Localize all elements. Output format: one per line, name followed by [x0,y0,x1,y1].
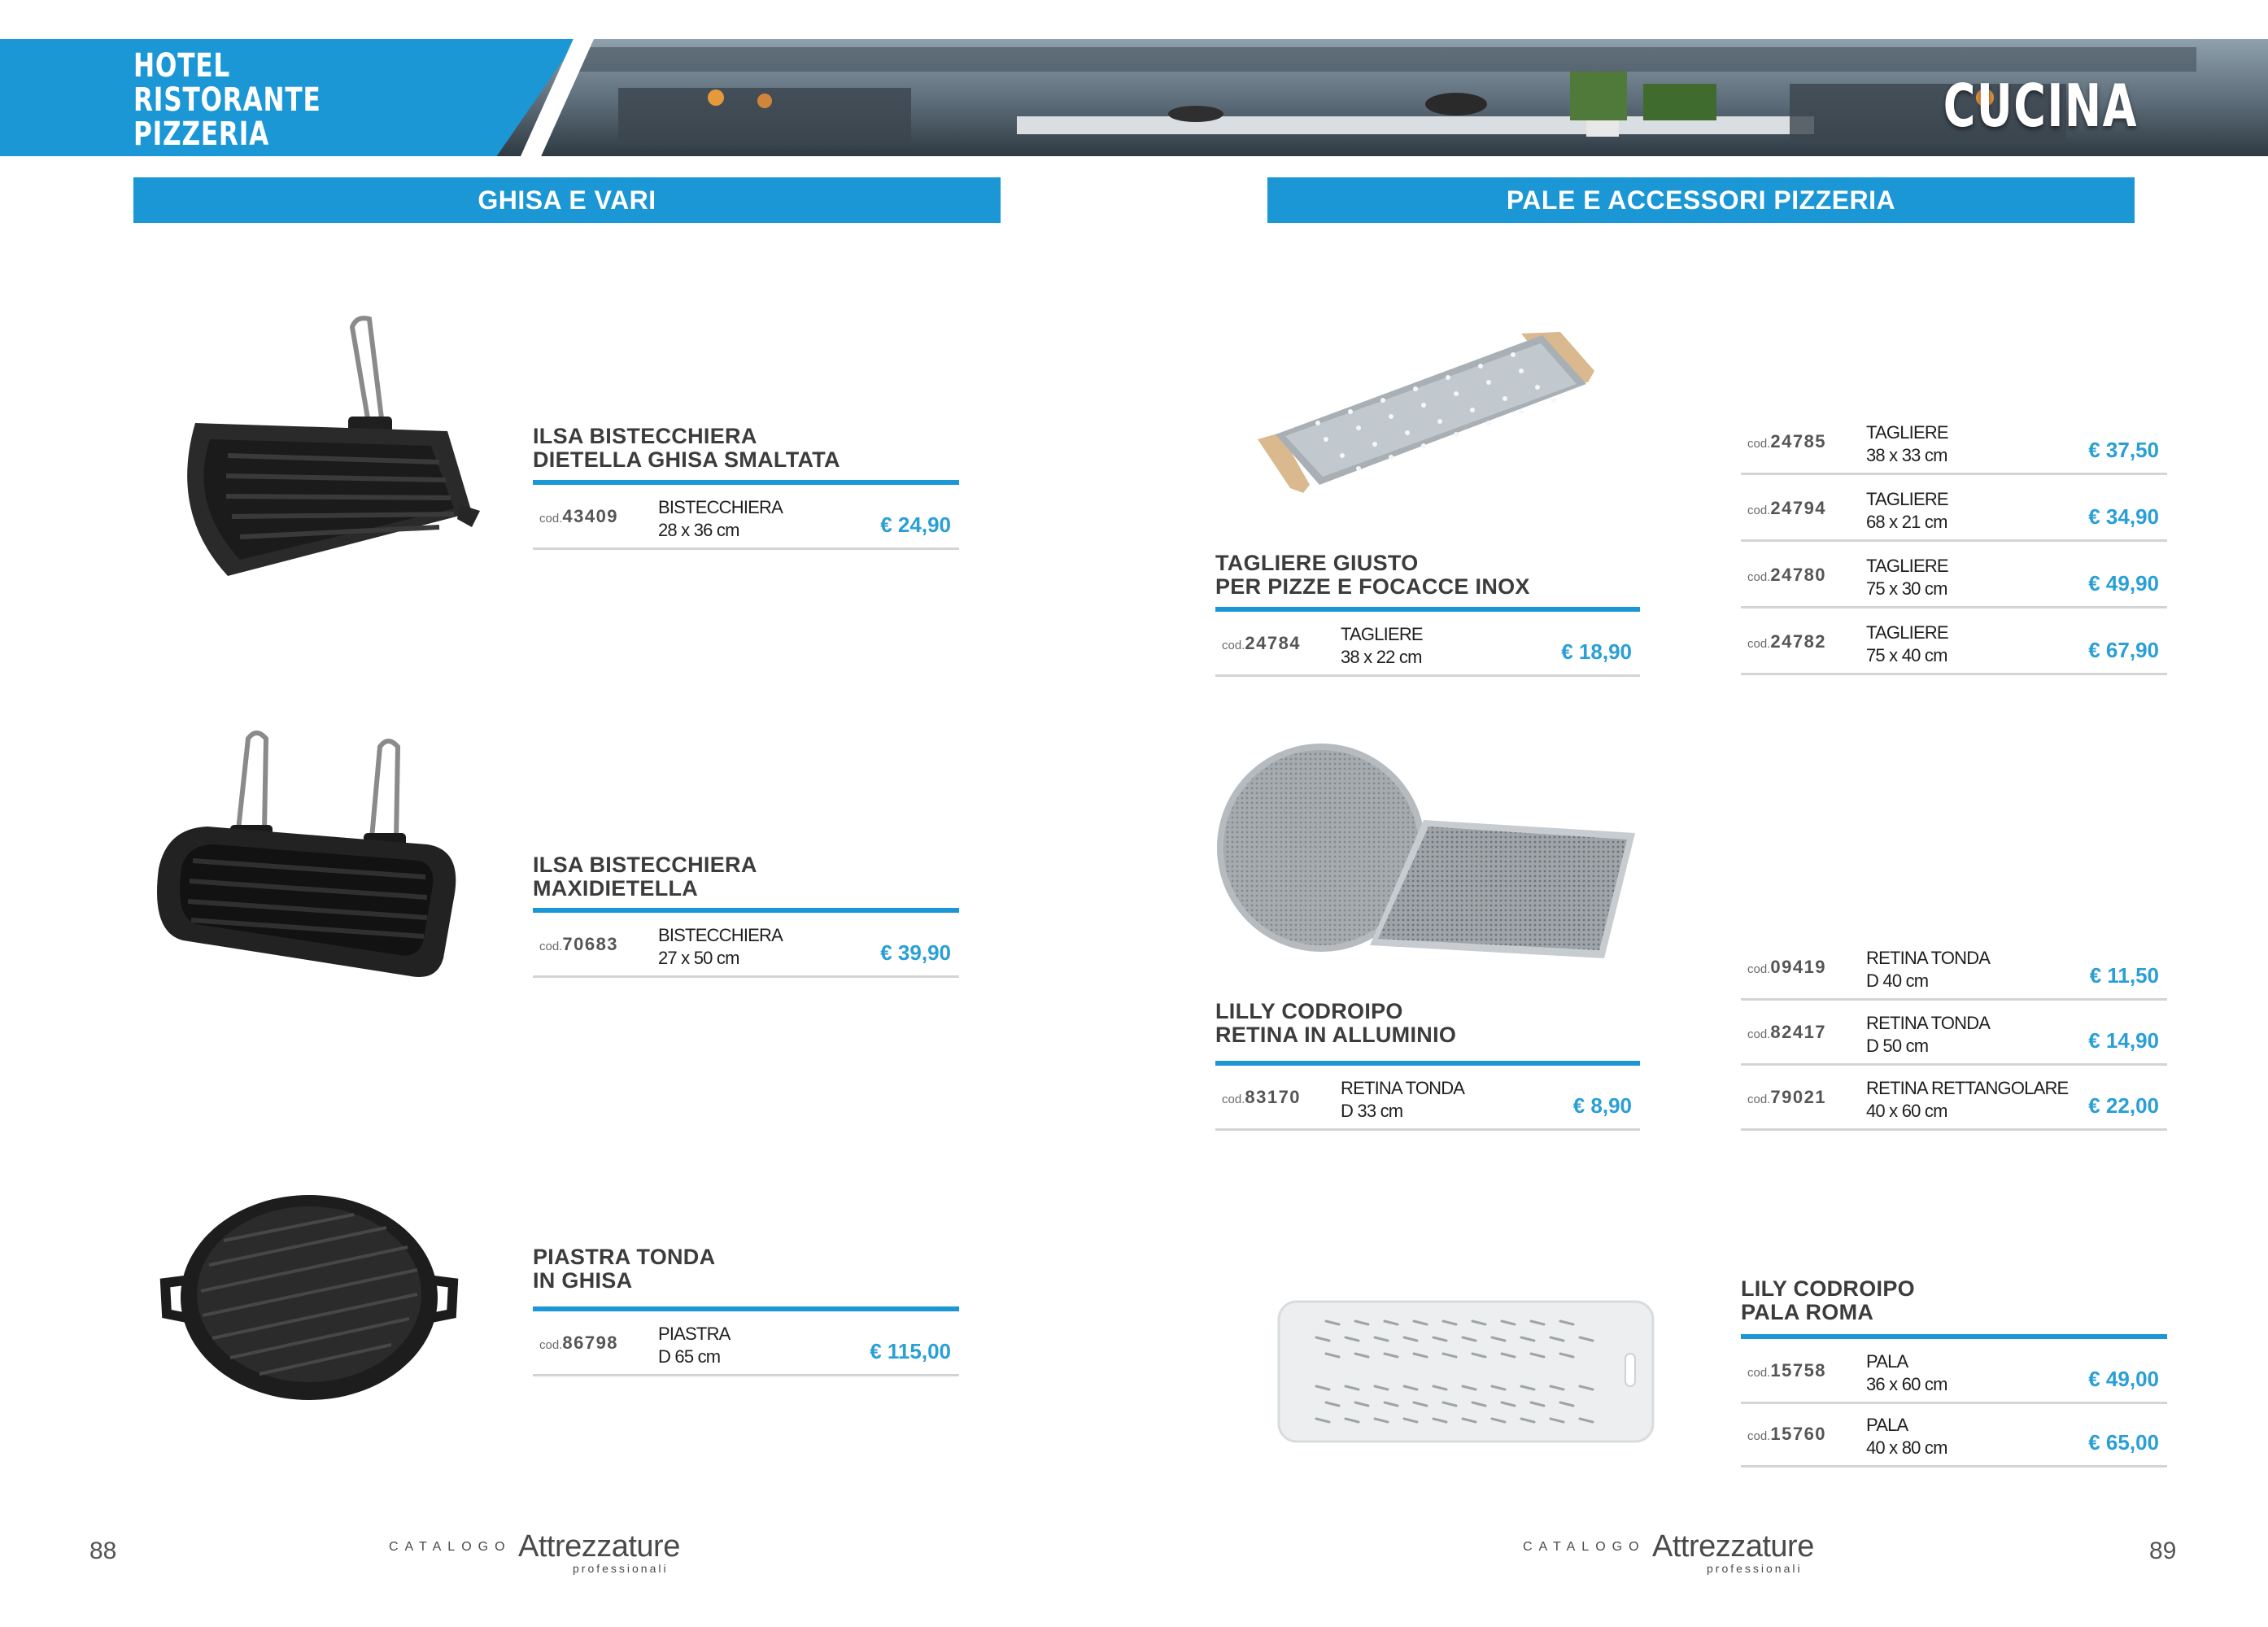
product-code [1747,431,1826,452]
product-price: € 49,90 [2088,571,2159,595]
product-title-pala-roma [1741,1277,1915,1324]
product-code [1222,633,1301,654]
code-prefix: cod. [1747,637,1771,651]
left-page-number: 88 [89,1538,117,1564]
code-prefix: cod. [1747,1093,1771,1106]
brand-subtitle: professionali [1707,1562,1803,1575]
banner-category-title [133,49,321,151]
code-number: 24784 [1245,633,1302,653]
product-title-line: LILLY CODROIPO [1215,999,1403,1023]
banner-section-label: CUCINA [1943,72,2138,140]
product-size: D 65 cm [658,1346,721,1367]
code-number: 43409 [562,506,619,526]
product-size: 75 x 30 cm [1866,578,1947,599]
product-description [1866,1012,1990,1058]
aluminium-screen-image [1215,742,1646,962]
product-description [1341,1077,1464,1123]
code-prefix: cod. [1747,1027,1771,1041]
product-name: TAGLIERE [1866,489,1948,509]
product-title-line: TAGLIERE GIUSTO [1215,551,1419,575]
product-row [1741,480,2167,542]
product-name: RETINA TONDA [1866,1013,1991,1033]
product-code [1747,1360,1826,1381]
product-name: BISTECCHIERA [658,497,783,517]
product-row [1741,547,2167,608]
product-description [1866,1350,1947,1396]
code-number: 15760 [1770,1424,1827,1444]
product-price: € 11,50 [2089,963,2159,988]
product-name: PALA [1866,1415,1908,1435]
code-number: 24780 [1770,565,1827,585]
product-row [533,488,959,550]
product-price: € 65,00 [2088,1430,2159,1455]
product-row [1741,1069,2167,1131]
product-description [658,1323,731,1368]
product-title-line: ILSA BISTECCHIERA [533,853,757,877]
product-price: € 37,50 [2088,438,2159,462]
product-price: € 49,00 [2088,1367,2159,1391]
product-size: 68 x 21 cm [1866,512,1947,532]
product-code [539,1333,618,1354]
product-description [1341,623,1423,669]
right-footer-brand [1523,1529,1814,1575]
left-footer-brand [389,1529,680,1575]
product-row [1741,1406,2167,1468]
product-price: € 34,90 [2088,504,2159,529]
section-title-ghisa: GHISA E VARI [133,177,1001,223]
product-code [1747,1424,1826,1445]
header-banner [0,39,2268,156]
product-name: TAGLIERE [1866,622,1948,643]
product-title-piastra [533,1245,715,1293]
product-title-line: PIASTRA TONDA [533,1245,716,1269]
code-prefix: cod. [539,940,563,953]
product-price: € 39,90 [880,940,951,965]
code-number: 09419 [1770,957,1827,977]
product-title-line: RETINA IN ALLUMINIO [1215,1023,1457,1047]
product-code [1747,498,1826,519]
product-description [1866,947,1990,992]
brand-name: Attrezzature [1651,1529,1814,1564]
product-title-retina [1215,1000,1456,1047]
code-prefix: cod. [1747,570,1771,584]
product-name: BISTECCHIERA [658,925,783,945]
product-name: PIASTRA [658,1324,731,1344]
product-row [1741,1004,2167,1066]
product-price: € 22,00 [2088,1093,2159,1118]
product-title-rule [1741,1334,2167,1339]
product-name: TAGLIERE [1866,422,1948,443]
grill-pan-dietella-image [138,309,480,586]
product-description [658,924,783,970]
product-title-line: MAXIDIETELLA [533,876,699,901]
code-prefix: cod. [1747,1366,1771,1380]
product-name: RETINA RETTANGOLARE [1866,1078,2069,1098]
pizza-peel-roma-image [1277,1300,1655,1443]
product-code [1747,565,1826,586]
code-prefix: cod. [539,1338,563,1352]
catalogo-label: CATALOGO [389,1539,512,1554]
code-prefix: cod. [1747,1429,1771,1443]
product-description [1866,1077,2068,1123]
product-size: 27 x 50 cm [658,948,739,968]
product-description [1866,421,1948,467]
product-title-rule [1215,1061,1640,1066]
product-size: D 40 cm [1866,971,1929,991]
code-number: 70683 [562,934,619,954]
product-title-tagliere [1215,552,1530,599]
product-title-rule [533,480,959,485]
banner-line-ristorante: RISTORANTE [133,81,321,119]
code-prefix: cod. [1222,639,1245,652]
pizza-board-image [1253,325,1603,521]
product-name: RETINA TONDA [1341,1078,1465,1098]
product-title-rule [533,908,959,913]
product-price: € 8,90 [1572,1093,1632,1118]
product-title-rule [1215,607,1640,612]
code-prefix: cod. [539,512,563,526]
product-row [1741,413,2167,475]
product-code [1747,1022,1826,1043]
code-prefix: cod. [1222,1093,1245,1106]
code-number: 24794 [1770,498,1827,518]
product-description [1866,1414,1947,1459]
product-name: TAGLIERE [1341,624,1423,644]
product-title-dietella [533,425,840,472]
product-size: 38 x 33 cm [1866,445,1947,465]
product-title-line: PER PIZZE E FOCACCE INOX [1215,574,1530,599]
product-name: PALA [1866,1351,1908,1372]
product-price: € 67,90 [2088,638,2159,662]
product-name: RETINA TONDA [1866,948,1991,968]
product-row [533,916,959,978]
product-size: D 50 cm [1866,1036,1929,1056]
product-row [1215,1069,1640,1131]
product-size: D 33 cm [1341,1101,1403,1121]
product-name: TAGLIERE [1866,556,1948,576]
product-size: 38 x 22 cm [1341,647,1422,667]
round-griddle-image [159,1192,460,1403]
product-size: 28 x 36 cm [658,520,739,540]
product-code [1747,957,1826,978]
product-row [1741,1342,2167,1404]
product-title-line: IN GHISA [533,1268,633,1293]
banner-line-pizzeria: PIZZERIA [133,116,270,153]
right-page-number: 89 [2149,1538,2177,1564]
product-row [533,1315,959,1376]
code-prefix: cod. [1747,962,1771,976]
product-title-maxidietella [533,853,757,901]
product-description [658,496,783,542]
product-title-line: ILSA BISTECCHIERA [533,424,757,448]
product-price: € 115,00 [870,1339,951,1363]
code-number: 24785 [1770,431,1827,451]
code-number: 24782 [1770,631,1827,652]
product-row [1741,613,2167,675]
product-title-line: PALA ROMA [1741,1300,1874,1324]
product-title-line: DIETELLA GHISA SMALTATA [533,447,840,472]
code-number: 79021 [1770,1087,1827,1107]
product-size: 40 x 60 cm [1866,1101,1947,1121]
product-code [1747,631,1826,652]
product-title-line: LILY CODROIPO [1741,1276,1915,1301]
product-title-rule [533,1306,959,1311]
code-prefix: cod. [1747,504,1771,517]
code-number: 83170 [1245,1087,1302,1107]
product-description [1866,622,1948,667]
product-description [1866,488,1948,534]
product-row [1215,615,1640,677]
catalogo-label: CATALOGO [1523,1539,1646,1554]
product-size: 40 x 80 cm [1866,1437,1947,1458]
product-price: € 24,90 [880,513,951,537]
code-number: 82417 [1770,1022,1827,1042]
brand-name: Attrezzature [517,1529,680,1564]
product-code [539,506,618,527]
grill-pan-maxidietella-image [142,722,468,983]
product-row [1741,939,2167,1001]
brand-subtitle: professionali [573,1562,669,1575]
product-size: 36 x 60 cm [1866,1374,1947,1394]
product-description [1866,555,1948,600]
section-title-pale: PALE E ACCESSORI PIZZERIA [1267,177,2135,223]
code-number: 15758 [1770,1360,1827,1381]
code-number: 86798 [562,1333,619,1353]
product-price: € 18,90 [1561,639,1632,664]
product-size: 75 x 40 cm [1866,645,1947,665]
product-code [539,934,618,955]
banner-line-hotel: HOTEL [133,47,231,85]
code-prefix: cod. [1747,437,1771,451]
product-code [1747,1087,1826,1108]
product-code [1222,1087,1301,1108]
product-price: € 14,90 [2088,1028,2159,1053]
